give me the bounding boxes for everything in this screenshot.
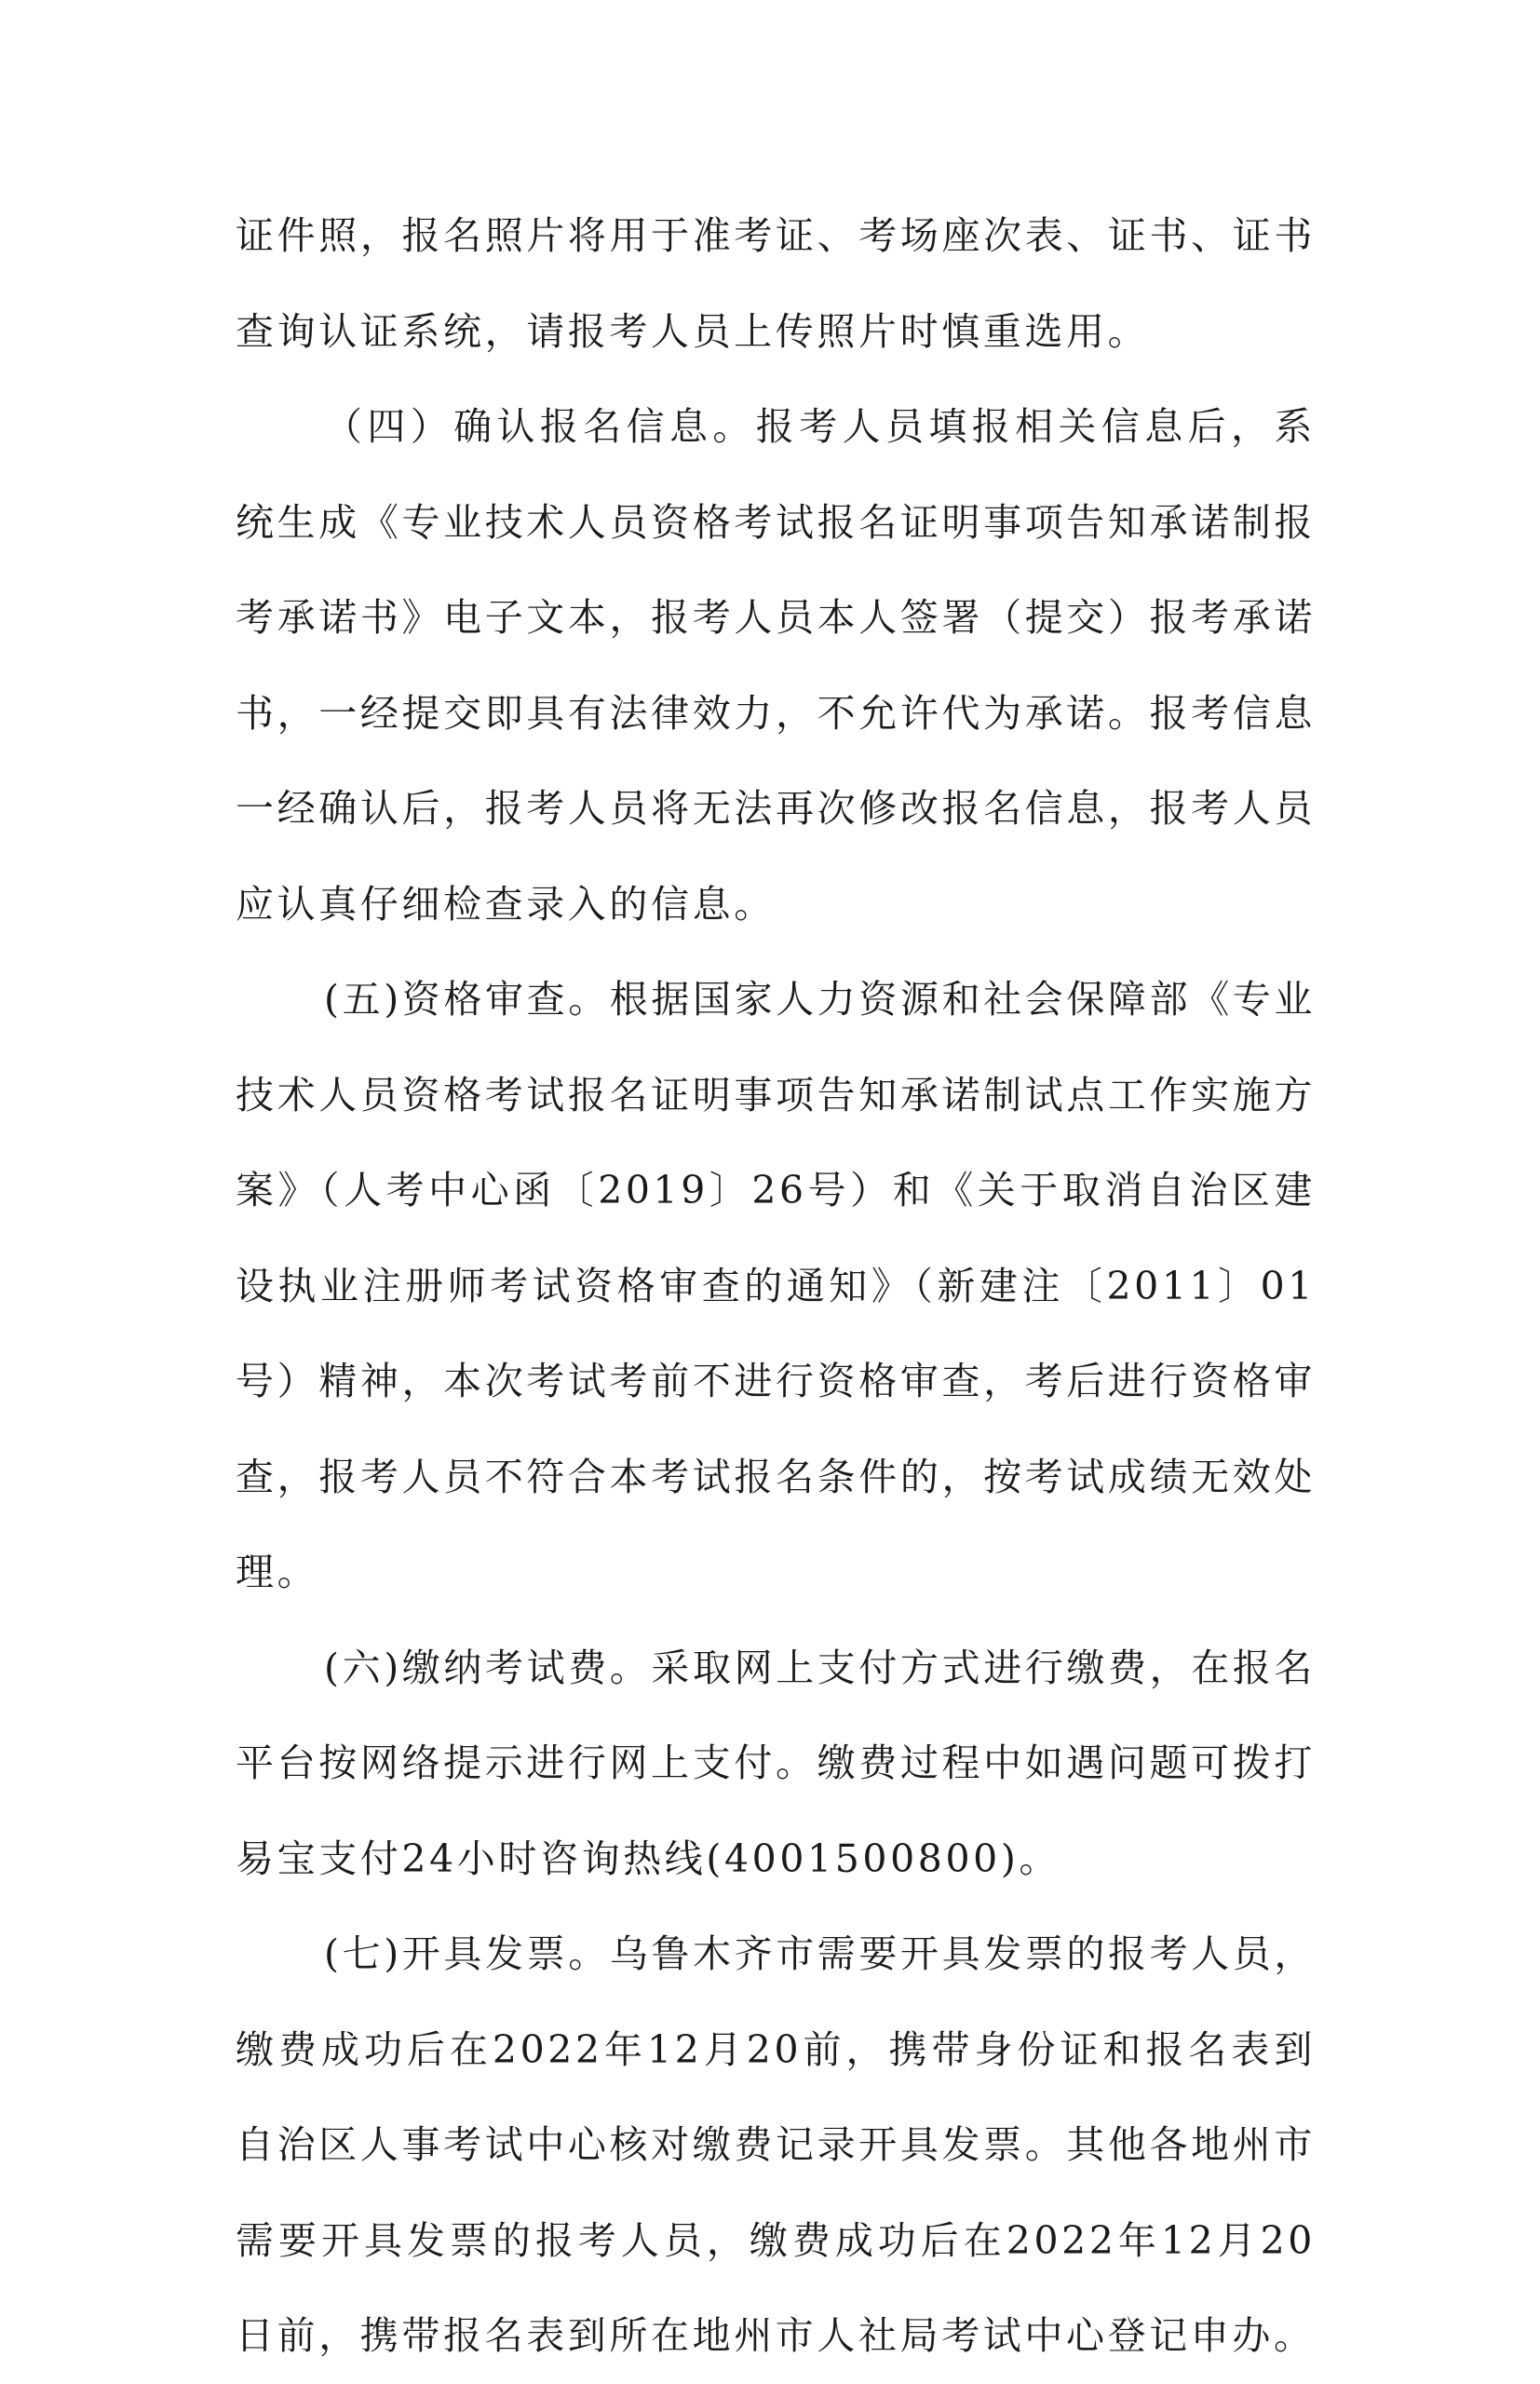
paragraph-qualification-review: (五)资格审查。根据国家人力资源和社会保障部《专业技术人员资格考试报名证明事项告知承诺制试点工作实施方案》（人考中心函〔2019〕26号）和《关于取消自治区建设执业注册师考试资格审查的通知》（新建注〔2011〕01号）精神，本次考试考前不进行资格审查，考后进行资格审查，报考人员不符合本考试报名条件的，按考试成绩无效处理。 <box>236 977 1316 1594</box>
document-body <box>236 188 1316 2384</box>
paragraph-photo-continuation: 证件照，报名照片将用于准考证、考场座次表、证书、证书查询认证系统，请报考人员上传照片时慎重选用。 <box>236 213 1316 354</box>
paragraph-invoice-issuance: (七)开具发票。乌鲁木齐市需要开具发票的报考人员，缴费成功后在2022年12月20前，携带身份证和报名表到自治区人事考试中心核对缴费记录开具发票。其他各地州市需要开具发票的报考人员，缴费成功后在2022年12月20日前，携带报名表到所在地州市人社局考试中心登记申办。 <box>236 1931 1316 2358</box>
paragraph-confirm-registration: （四）确认报名信息。报考人员填报相关信息后，系统生成《专业技术人员资格考试报名证明事项告知承诺制报考承诺书》电子文本，报考人员本人签署（提交）报考承诺书，一经提交即具有法律效力，不允许代为承诺。报考信息一经确认后，报考人员将无法再次修改报名信息，报考人员应认真仔细检查录入的信息。 <box>236 404 1316 927</box>
paragraph-exam-fee-payment: (六)缴纳考试费。采取网上支付方式进行缴费，在报名平台按网络提示进行网上支付。缴费过程中如遇问题可拨打易宝支付24小时咨询热线(4001500800)。 <box>236 1645 1316 1881</box>
